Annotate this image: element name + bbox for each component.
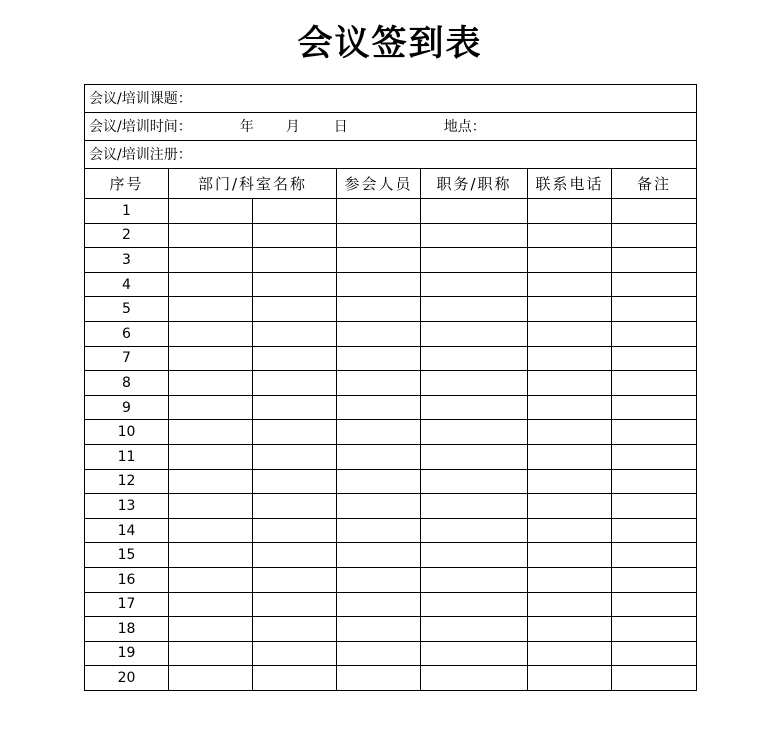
dept-cell-a[interactable]: [169, 567, 253, 592]
dept-cell-a[interactable]: [169, 371, 253, 396]
remark-cell[interactable]: [612, 272, 697, 297]
time-cell[interactable]: [85, 113, 697, 141]
position-cell[interactable]: [421, 469, 528, 494]
position-cell[interactable]: [421, 199, 528, 224]
remark-cell[interactable]: [612, 543, 697, 568]
dept-cell-a[interactable]: [169, 199, 253, 224]
dept-cell-a[interactable]: [169, 494, 253, 519]
phone-cell[interactable]: [528, 494, 612, 519]
remark-cell[interactable]: [612, 420, 697, 445]
attendee-cell[interactable]: [337, 444, 421, 469]
dept-cell-a[interactable]: [169, 666, 253, 691]
remark-cell[interactable]: [612, 469, 697, 494]
position-cell[interactable]: [421, 346, 528, 371]
remark-cell[interactable]: [612, 518, 697, 543]
table-row: [85, 543, 697, 568]
dept-cell-b[interactable]: [253, 641, 337, 666]
day-label: 日: [333, 118, 348, 135]
position-cell[interactable]: [421, 248, 528, 273]
position-cell[interactable]: [421, 420, 528, 445]
dept-cell-a[interactable]: [169, 223, 253, 248]
remark-cell[interactable]: [612, 666, 697, 691]
dept-cell-b[interactable]: [253, 543, 337, 568]
dept-cell-b[interactable]: [253, 666, 337, 691]
attendee-cell[interactable]: [337, 346, 421, 371]
position-cell[interactable]: [421, 641, 528, 666]
remark-cell[interactable]: [612, 592, 697, 617]
phone-cell[interactable]: [528, 395, 612, 420]
row-number: 18: [85, 617, 169, 642]
position-cell[interactable]: [421, 543, 528, 568]
phone-cell[interactable]: [528, 592, 612, 617]
remark-cell[interactable]: [612, 346, 697, 371]
attendee-cell[interactable]: [337, 543, 421, 568]
phone-cell[interactable]: [528, 518, 612, 543]
dept-cell-b[interactable]: [253, 469, 337, 494]
dept-cell-b[interactable]: [253, 272, 337, 297]
dept-cell-a[interactable]: [169, 321, 253, 346]
row-number: 17: [85, 592, 169, 617]
phone-cell[interactable]: [528, 420, 612, 445]
position-cell[interactable]: [421, 617, 528, 642]
dept-cell-b[interactable]: [253, 297, 337, 322]
register-label: 会议/培训注册：: [89, 146, 192, 163]
phone-cell[interactable]: [528, 272, 612, 297]
attendee-cell[interactable]: [337, 297, 421, 322]
remark-cell[interactable]: [612, 297, 697, 322]
row-number: 12: [85, 469, 169, 494]
table-row: [85, 666, 697, 691]
attendee-cell[interactable]: [337, 248, 421, 273]
dept-cell-b[interactable]: [253, 395, 337, 420]
row-number: 4: [85, 272, 169, 297]
attendee-cell[interactable]: [337, 641, 421, 666]
table-row: [85, 469, 697, 494]
table-row: [85, 272, 697, 297]
dept-cell-a[interactable]: [169, 617, 253, 642]
attendee-cell[interactable]: [337, 223, 421, 248]
attendee-cell[interactable]: [337, 272, 421, 297]
position-cell[interactable]: [421, 371, 528, 396]
position-cell[interactable]: [421, 321, 528, 346]
phone-cell[interactable]: [528, 371, 612, 396]
row-number: 15: [85, 543, 169, 568]
header-seq: 序号: [85, 169, 169, 199]
page-title: 会议签到表: [297, 24, 483, 64]
row-number: 11: [85, 444, 169, 469]
dept-cell-a[interactable]: [169, 444, 253, 469]
position-cell[interactable]: [421, 444, 528, 469]
phone-cell[interactable]: [528, 567, 612, 592]
table-row: [85, 494, 697, 519]
table-row: [85, 223, 697, 248]
row-number: 13: [85, 494, 169, 519]
dept-cell-b[interactable]: [253, 518, 337, 543]
dept-cell-a[interactable]: [169, 346, 253, 371]
table-row: [85, 371, 697, 396]
dept-cell-b[interactable]: [253, 346, 337, 371]
table-row: [85, 567, 697, 592]
row-number: 16: [85, 567, 169, 592]
attendee-cell[interactable]: [337, 518, 421, 543]
remark-cell[interactable]: [612, 617, 697, 642]
dept-cell-b[interactable]: [253, 223, 337, 248]
dept-cell-a[interactable]: [169, 272, 253, 297]
row-number: 9: [85, 395, 169, 420]
position-cell[interactable]: [421, 297, 528, 322]
row-number: 10: [85, 420, 169, 445]
header-attendee: 参会人员: [337, 169, 421, 199]
header-position: 职务/职称: [421, 169, 528, 199]
dept-cell-a[interactable]: [169, 543, 253, 568]
remark-cell[interactable]: [612, 395, 697, 420]
position-cell[interactable]: [421, 666, 528, 691]
row-number: 19: [85, 641, 169, 666]
phone-cell[interactable]: [528, 666, 612, 691]
row-number: 14: [85, 518, 169, 543]
dept-cell-b[interactable]: [253, 420, 337, 445]
table-row: [85, 199, 697, 224]
table-row: [85, 395, 697, 420]
attendee-cell[interactable]: [337, 469, 421, 494]
phone-cell[interactable]: [528, 641, 612, 666]
phone-cell[interactable]: [528, 223, 612, 248]
table-row: [85, 592, 697, 617]
remark-cell[interactable]: [612, 321, 697, 346]
attendee-cell[interactable]: [337, 321, 421, 346]
attendee-cell[interactable]: [337, 567, 421, 592]
topic-label: 会议/培训课题：: [89, 90, 192, 107]
phone-cell[interactable]: [528, 469, 612, 494]
phone-cell[interactable]: [528, 297, 612, 322]
dept-cell-a[interactable]: [169, 518, 253, 543]
remark-cell[interactable]: [612, 248, 697, 273]
attendee-cell[interactable]: [337, 395, 421, 420]
position-cell[interactable]: [421, 518, 528, 543]
table-row: [85, 420, 697, 445]
position-cell[interactable]: [421, 395, 528, 420]
dept-cell-b[interactable]: [253, 248, 337, 273]
dept-cell-a[interactable]: [169, 641, 253, 666]
year-label: 年: [239, 118, 254, 135]
remark-cell[interactable]: [612, 371, 697, 396]
row-number: 7: [85, 346, 169, 371]
header-dept: 部门/科室名称: [169, 169, 337, 199]
time-label: 会议/培训时间：: [89, 118, 192, 135]
attendee-cell[interactable]: [337, 592, 421, 617]
table-row: [85, 248, 697, 273]
row-number: 8: [85, 371, 169, 396]
header-remark: 备注: [612, 169, 697, 199]
attendee-cell[interactable]: [337, 494, 421, 519]
table-row: [85, 321, 697, 346]
dept-cell-a[interactable]: [169, 297, 253, 322]
dept-cell-b[interactable]: [253, 444, 337, 469]
remark-cell[interactable]: [612, 494, 697, 519]
position-cell[interactable]: [421, 592, 528, 617]
table-row: [85, 617, 697, 642]
row-number: 2: [85, 223, 169, 248]
phone-cell[interactable]: [528, 444, 612, 469]
sign-in-table: [84, 84, 697, 691]
position-cell[interactable]: [421, 272, 528, 297]
phone-cell[interactable]: [528, 248, 612, 273]
phone-cell[interactable]: [528, 199, 612, 224]
dept-cell-a[interactable]: [169, 395, 253, 420]
attendee-cell[interactable]: [337, 666, 421, 691]
register-cell[interactable]: [85, 141, 697, 169]
table-row: [85, 444, 697, 469]
dept-cell-b[interactable]: [253, 567, 337, 592]
table-row: [85, 641, 697, 666]
header-phone: 联系电话: [528, 169, 612, 199]
remark-cell[interactable]: [612, 199, 697, 224]
row-number: 6: [85, 321, 169, 346]
table-row: [85, 518, 697, 543]
position-cell[interactable]: [421, 494, 528, 519]
table-body: [85, 199, 697, 691]
topic-cell[interactable]: [85, 85, 697, 113]
row-number: 5: [85, 297, 169, 322]
position-cell[interactable]: [421, 223, 528, 248]
phone-cell[interactable]: [528, 321, 612, 346]
row-number: 1: [85, 199, 169, 224]
row-number: 3: [85, 248, 169, 273]
dept-cell-b[interactable]: [253, 321, 337, 346]
remark-cell[interactable]: [612, 567, 697, 592]
dept-cell-a[interactable]: [169, 469, 253, 494]
row-number: 20: [85, 666, 169, 691]
phone-cell[interactable]: [528, 617, 612, 642]
phone-cell[interactable]: [528, 346, 612, 371]
table-row: [85, 346, 697, 371]
remark-cell[interactable]: [612, 223, 697, 248]
dept-cell-b[interactable]: [253, 494, 337, 519]
attendee-cell[interactable]: [337, 371, 421, 396]
dept-cell-b[interactable]: [253, 371, 337, 396]
attendee-cell[interactable]: [337, 420, 421, 445]
attendee-cell[interactable]: [337, 617, 421, 642]
dept-cell-a[interactable]: [169, 420, 253, 445]
table-row: [85, 297, 697, 322]
dept-cell-a[interactable]: [169, 592, 253, 617]
month-label: 月: [285, 118, 300, 135]
dept-cell-b[interactable]: [253, 199, 337, 224]
remark-cell[interactable]: [612, 641, 697, 666]
position-cell[interactable]: [421, 567, 528, 592]
attendee-cell[interactable]: [337, 199, 421, 224]
dept-cell-a[interactable]: [169, 248, 253, 273]
remark-cell[interactable]: [612, 444, 697, 469]
place-label: 地点：: [443, 118, 486, 135]
dept-cell-b[interactable]: [253, 617, 337, 642]
dept-cell-b[interactable]: [253, 592, 337, 617]
phone-cell[interactable]: [528, 543, 612, 568]
